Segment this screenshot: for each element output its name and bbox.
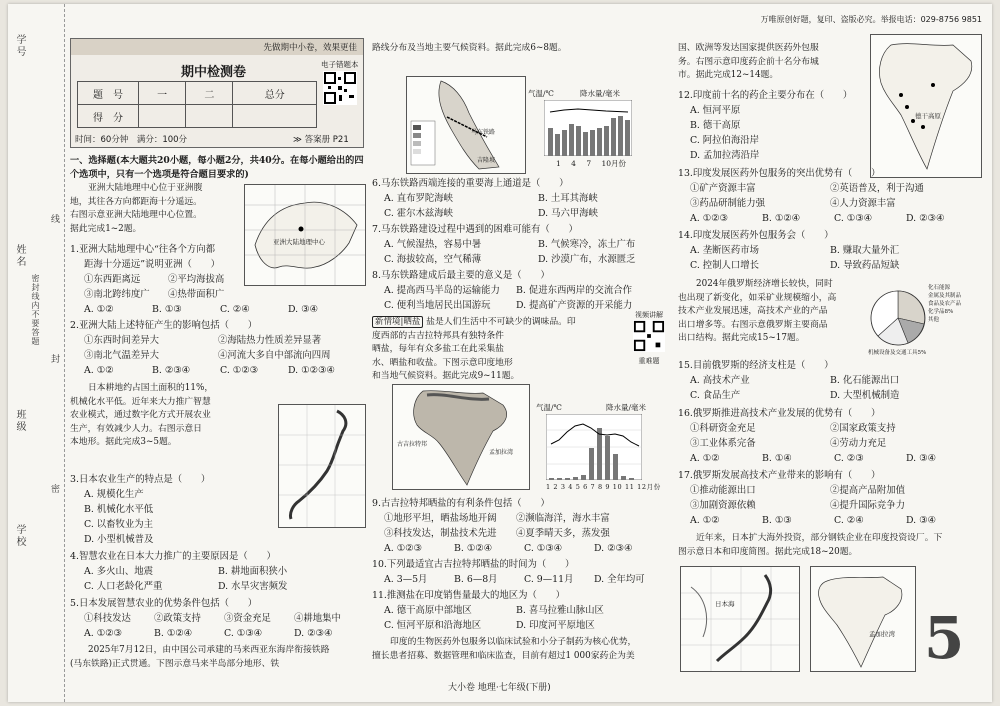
option[interactable]: A. 恒河平原 bbox=[690, 105, 741, 116]
choice[interactable]: D. ②③④ bbox=[906, 213, 945, 224]
question-9: 9.古吉拉特邦晒盐的有利条件包括（ ） bbox=[372, 498, 550, 509]
passage-line: 机械化水平低。近年来大力推广智慧 bbox=[70, 396, 211, 407]
score-cell[interactable] bbox=[233, 105, 317, 128]
sea-label: 日本海 bbox=[715, 600, 735, 608]
choice[interactable]: A. ①②③ bbox=[384, 543, 422, 554]
choice[interactable]: A. ①② bbox=[690, 515, 720, 526]
option[interactable]: A. 规模化生产 bbox=[84, 489, 144, 500]
chart-xticks: 1 4 7 10月份 bbox=[556, 159, 627, 168]
state-label: 古吉拉特邦 bbox=[397, 441, 428, 448]
passage-pharma-cont bbox=[678, 42, 868, 83]
chart-ylabel-right: 降水量/毫米 bbox=[580, 89, 621, 98]
option[interactable]: C. 食品生产 bbox=[690, 390, 741, 401]
choice[interactable]: C. ①③④ bbox=[224, 628, 263, 639]
option[interactable]: ①地形平坦，晒盐场地开阔 bbox=[384, 513, 497, 524]
exam-time: 时间：60分钟 满分：100分 bbox=[75, 135, 188, 145]
copyright-notice: 万唯原创好题，复印、盗版必究。举报电话：029-8756 9851 bbox=[760, 15, 982, 24]
question-13: 13.印度发展医药外包服务的突出优势有（ ） bbox=[678, 168, 881, 179]
passage-line: 地，其往各方向都距海十分遥远。 bbox=[70, 196, 202, 207]
passage-line: 和当地气候资料。据此完成9~11题。 bbox=[372, 371, 520, 382]
option[interactable]: B. 气候寒冷，冻土广布 bbox=[538, 239, 636, 250]
option[interactable]: B. 赚取大量外汇 bbox=[830, 245, 900, 256]
plateau-label: 德干高原 bbox=[915, 112, 941, 120]
question-1: 1.亚洲大陆地理中心“往各个方向都 bbox=[70, 244, 215, 255]
choice[interactable]: A. ①② bbox=[84, 365, 114, 376]
passage-line: 市。据此完成12~14题。 bbox=[678, 70, 779, 81]
option[interactable]: D. 提高矿产资源的开采能力 bbox=[516, 300, 633, 311]
student-id-label-top: 学号 bbox=[14, 34, 25, 58]
asia-center-label: 亚洲大陆地理中心 bbox=[273, 238, 325, 246]
choice[interactable]: D. ②③④ bbox=[594, 543, 633, 554]
name-label: 姓名 bbox=[14, 244, 25, 268]
option[interactable]: A. 提高西马半岛的运输能力 bbox=[384, 285, 500, 296]
choice[interactable]: A. ①② bbox=[84, 304, 114, 315]
header-slogan: 先做期中小卷，效果更佳 bbox=[263, 43, 357, 53]
passage-line: 2025年7月12日，由中国公司承建的马来西亚东海岸衔接铁路 bbox=[88, 645, 330, 655]
choice[interactable]: D. ③④ bbox=[906, 453, 936, 464]
passage-pharma bbox=[372, 636, 672, 663]
option[interactable]: A. 气候湿热，容易中暑 bbox=[384, 239, 482, 250]
question-17: 17.俄罗斯发展高技术产业带来的影响有（ ） bbox=[678, 470, 881, 481]
option[interactable]: ③资金充足 bbox=[224, 613, 271, 624]
option[interactable]: D. 印度河平原地区 bbox=[516, 620, 595, 631]
passage-line: 晒盐，每年有众多盐工在此采集盐 bbox=[372, 344, 504, 355]
question-7: 7.马东铁路建设过程中遇到的困难可能有（ ） bbox=[372, 224, 578, 235]
passage-line: 也出现了新变化，如采矿业规模缩小，高 bbox=[678, 292, 837, 303]
option[interactable]: ③南北跨纬度广 bbox=[84, 289, 150, 300]
pie-label: 食品及农产品 bbox=[928, 301, 962, 307]
railway-label: 马东铁路 bbox=[471, 129, 496, 136]
passage-line: 据此完成1~2题。 bbox=[70, 223, 142, 234]
option[interactable]: ②英语普及，利于沟通 bbox=[830, 183, 924, 194]
option[interactable]: ④夏季晴天多，蒸发强 bbox=[516, 528, 610, 539]
pie-chart bbox=[868, 288, 928, 348]
option[interactable]: D. 小型机械普及 bbox=[84, 534, 154, 545]
passage-line: 图示意日本和印度简图。据此完成18~20题。 bbox=[678, 546, 858, 557]
option[interactable]: A. 多火山、地震 bbox=[84, 566, 153, 577]
option[interactable]: B. 化石能源出口 bbox=[830, 375, 900, 386]
school-label: 学校 bbox=[14, 524, 25, 548]
choice[interactable]: B. ①②④ bbox=[454, 543, 493, 554]
passage-line: 亚洲大陆地理中心位于亚洲腹 bbox=[88, 183, 203, 193]
choice[interactable]: D. ②③④ bbox=[294, 628, 333, 639]
pie-label: 其他 bbox=[928, 317, 940, 323]
page-footer: 大小卷 地理·七年级(下册) bbox=[448, 683, 551, 693]
option[interactable]: ②平均海拔高 bbox=[168, 274, 225, 285]
passage-salt: 新情境|晒盐 盐是人们生活中不可缺少的调味品。印 度西部的古吉拉特邦具有独特条件 晒盐，每年有众多盐工在此采集盐 水、晒盐和收盐。下图示意印度地形 和当地气候资料。据此完成9~11题。 bbox=[372, 316, 624, 384]
chart-ylabel-left: 气温/℃ bbox=[528, 89, 554, 98]
question-10: 10.下列最适宜古吉拉特邦晒盐的时间为（ ） bbox=[372, 559, 575, 570]
choice[interactable]: A. ①②③ bbox=[84, 628, 122, 639]
option[interactable]: C. 海拔较高，空气稀薄 bbox=[384, 254, 482, 265]
question-14: 14.印度发展医药外包服务会（ ） bbox=[678, 230, 834, 241]
option[interactable]: C. 人口老龄化严重 bbox=[84, 581, 163, 592]
option[interactable]: D. 导致药品短缺 bbox=[830, 260, 900, 271]
passage-line: 本地形。据此完成3~5题。 bbox=[70, 437, 177, 448]
passage-line: 右图示意亚洲大陆地理中心位置。 bbox=[70, 210, 202, 221]
option[interactable]: C. 9—11月 bbox=[524, 574, 574, 585]
option[interactable]: ④热带面积广 bbox=[168, 289, 225, 300]
video-qr-label: 视频讲解 bbox=[635, 311, 663, 319]
option[interactable]: ④耕地集中 bbox=[294, 613, 341, 624]
choice[interactable]: B. ①②④ bbox=[154, 628, 193, 639]
passage-line: 日本耕地约占国土面积的11%， bbox=[88, 383, 214, 393]
pie-label: 机械设备及交通工具5% bbox=[868, 350, 927, 356]
option[interactable]: A. 高技术产业 bbox=[690, 375, 750, 386]
qr-code-icon[interactable] bbox=[323, 71, 357, 105]
option[interactable]: C. 以畜牧业为主 bbox=[84, 519, 154, 530]
question-4: 4.智慧农业在日本大力推广的主要原因是（ ） bbox=[70, 551, 276, 562]
option[interactable]: A. 3—5月 bbox=[384, 574, 428, 585]
option[interactable]: ③药品研制能力强 bbox=[690, 198, 766, 209]
passage-line: 印度的生物医药外包服务以临床试验和小分子制药为核心优势， bbox=[390, 637, 637, 647]
option[interactable]: D. 全年均可 bbox=[594, 574, 645, 585]
chart-ylabel-left: 气温/℃ bbox=[536, 403, 562, 412]
seal-char-seal: 封 bbox=[49, 354, 59, 365]
video-qr-sub: 重难题 bbox=[638, 357, 660, 365]
option[interactable]: A. 直布罗陀海峡 bbox=[384, 193, 453, 204]
question-16: 16.俄罗斯推进高技术产业发展的优势有（ ） bbox=[678, 408, 881, 419]
choice[interactable]: A. ①②③ bbox=[690, 213, 728, 224]
india-steel-map bbox=[810, 566, 916, 672]
choice[interactable]: B. ①③ bbox=[762, 515, 792, 526]
malaysia-map bbox=[406, 76, 526, 174]
option[interactable]: ②提高产品附加值 bbox=[830, 485, 906, 496]
passage-line: 出口结构。据此完成15~17题。 bbox=[678, 333, 805, 344]
choice[interactable]: B. ②③④ bbox=[152, 365, 191, 376]
option[interactable]: ①矿产资源丰富 bbox=[690, 183, 756, 194]
binding-margin bbox=[8, 4, 65, 702]
option[interactable]: B. 喜马拉雅山脉山区 bbox=[516, 605, 604, 616]
video-qr[interactable] bbox=[628, 310, 670, 366]
option[interactable]: ②海陆热力性质差异显著 bbox=[218, 335, 322, 346]
option[interactable]: ③科技发达，制盐技术先进 bbox=[384, 528, 497, 539]
chart-xticks: 1 2 3 4 5 6 7 8 9 10 11 12月份 bbox=[546, 483, 661, 491]
option[interactable]: ①东西时间差异大 bbox=[84, 335, 160, 346]
option[interactable]: D. 大型机械制造 bbox=[830, 390, 900, 401]
section-heading: 一、选择题(本大题共20小题，每小题2分，共40分。在每小题给出的四个选项中，只有一个选项是符合题目要求的) bbox=[70, 155, 364, 180]
option[interactable]: ③加剧资源依赖 bbox=[690, 500, 756, 511]
score-table-header: 二 bbox=[186, 82, 233, 105]
india-climate-chart bbox=[536, 403, 661, 494]
passage-asia bbox=[70, 182, 242, 236]
passage-line: 出口增多等。右图示意俄罗斯主要商品 bbox=[678, 319, 828, 330]
india-terrain-map bbox=[392, 384, 530, 490]
passage-line: 农业模式，通过数字化方式开展农业 bbox=[70, 410, 211, 421]
scenario-tag: 新情境|晒盐 bbox=[372, 316, 423, 328]
score-table-header: 一 bbox=[139, 82, 186, 105]
choice[interactable]: D. ③④ bbox=[288, 304, 318, 315]
option[interactable]: B. 促进东西两岸的交流合作 bbox=[516, 285, 632, 296]
option[interactable]: C. 便利当地居民出国游玩 bbox=[384, 300, 491, 311]
bay-label: 孟加拉湾 bbox=[489, 449, 514, 456]
bay-label: 孟加拉湾 bbox=[869, 630, 895, 638]
asia-map bbox=[244, 184, 366, 286]
passage-line: 度西部的古吉拉特邦具有独特条件 bbox=[372, 330, 504, 341]
option[interactable]: C. 霍尔木兹海峡 bbox=[384, 208, 454, 219]
option[interactable]: ②濒临海洋，海水丰富 bbox=[516, 513, 610, 524]
option[interactable]: ①东西距离远 bbox=[84, 274, 141, 285]
score-table-header: 总分 bbox=[233, 82, 317, 105]
choice[interactable]: C. ②④ bbox=[220, 304, 250, 315]
question-1-stem: 距海十分遥远”说明亚洲（ ） bbox=[84, 259, 221, 270]
question-11: 11.推测盐在印度销售量最大的地区为（ ） bbox=[372, 590, 566, 601]
passage-railway-cont: 路线分布及当地主要气候资料。据此完成6~8题。 bbox=[372, 43, 567, 53]
score-label: 得 分 bbox=[78, 105, 139, 128]
chart-ylabel-right: 降水量/毫米 bbox=[606, 403, 647, 412]
option[interactable]: D. 马六甲海峡 bbox=[538, 208, 599, 219]
choice[interactable]: B. ①②④ bbox=[762, 213, 801, 224]
choice[interactable]: C. ①③④ bbox=[834, 213, 873, 224]
question-3: 3.日本农业生产的特点是（ ） bbox=[70, 474, 211, 485]
passage-line: 水、晒盐和收盐。下图示意印度地形 bbox=[372, 357, 513, 368]
score-cell[interactable] bbox=[139, 105, 186, 128]
option[interactable]: B. 耕地面积狭小 bbox=[218, 566, 288, 577]
exam-header bbox=[70, 38, 364, 148]
qr-code-icon[interactable] bbox=[633, 320, 665, 352]
option[interactable]: ②国家政策支持 bbox=[830, 423, 896, 434]
option[interactable]: D. 水旱灾害频发 bbox=[218, 581, 288, 592]
option[interactable]: ④劳动力充足 bbox=[830, 438, 887, 449]
passage-line: 2024年俄罗斯经济增长较快，同时 bbox=[696, 279, 833, 289]
passage-line: (马东铁路)正式贯通。下图示意马来半岛部分地形、铁 bbox=[70, 658, 280, 669]
option[interactable]: B. 6—8月 bbox=[454, 574, 498, 585]
passage-line: 生产，有效减少人力。右图示意日 bbox=[70, 423, 202, 434]
option[interactable]: A. 垄断医药市场 bbox=[690, 245, 759, 256]
japan-steel-map bbox=[680, 566, 800, 672]
score-table-header: 题 号 bbox=[78, 82, 139, 105]
option[interactable]: ①科技发达 bbox=[84, 613, 131, 624]
malaysia-climate-chart bbox=[528, 89, 648, 168]
option[interactable]: ④河流大多自中部流向四周 bbox=[218, 350, 331, 361]
option[interactable]: ③工业体系完备 bbox=[690, 438, 756, 449]
choice[interactable]: D. ①②③④ bbox=[288, 365, 335, 376]
answer-reference[interactable]: ≫ 答案册 P21 bbox=[293, 135, 349, 145]
exam-title: 期中检测卷 bbox=[181, 65, 247, 80]
passage-line: 务。右图示意印度药企前十名分布城 bbox=[678, 56, 819, 67]
score-cell[interactable] bbox=[186, 105, 233, 128]
japan-map bbox=[278, 404, 366, 528]
question-6: 6.马东铁路西端连接的重要海上通道是（ ） bbox=[372, 178, 569, 189]
question-8: 8.马东铁路建成后最主要的意义是（ ） bbox=[372, 270, 550, 281]
option[interactable]: B. 德干高原 bbox=[690, 120, 741, 131]
seal-char-secret: 密 bbox=[49, 484, 59, 495]
passage-line: 国、欧洲等发达国家提供医药外包服 bbox=[678, 43, 819, 53]
option[interactable]: C. 阿拉伯海沿岸 bbox=[690, 135, 760, 146]
option[interactable]: D. 孟加拉湾沿岸 bbox=[690, 150, 760, 161]
option[interactable]: ④人力资源丰富 bbox=[830, 198, 896, 209]
choice[interactable]: C. ②③ bbox=[834, 453, 864, 464]
page-section-number: 5 bbox=[924, 604, 965, 672]
question-2: 2.亚洲大陆上述特征产生的影响包括（ ） bbox=[70, 320, 258, 331]
option[interactable]: B. 土耳其海峡 bbox=[538, 193, 598, 204]
passage-railway bbox=[70, 644, 370, 671]
option[interactable]: A. 德干高原中部地区 bbox=[384, 605, 472, 616]
city-label: 吉隆坡 bbox=[477, 157, 496, 164]
score-table bbox=[77, 81, 317, 128]
pie-label: 化学品8% bbox=[928, 309, 954, 315]
option[interactable]: B. 机械化水平低 bbox=[84, 504, 154, 515]
option[interactable]: ②政策支持 bbox=[154, 613, 201, 624]
question-15: 15.目前俄罗斯的经济支柱是（ ） bbox=[678, 360, 834, 371]
seal-note: 密封线内不要答题 bbox=[31, 274, 40, 346]
class-label: 班级 bbox=[14, 409, 25, 433]
india-pharma-map bbox=[870, 34, 982, 178]
passage-japan bbox=[70, 382, 280, 450]
option[interactable]: C. 控制人口增长 bbox=[690, 260, 760, 271]
choice[interactable]: B. ①④ bbox=[762, 453, 792, 464]
passage-steel bbox=[678, 532, 982, 559]
choice[interactable]: D. ③④ bbox=[906, 515, 936, 526]
choice[interactable]: B. ①③ bbox=[152, 304, 182, 315]
choice[interactable]: C. ①③④ bbox=[524, 543, 563, 554]
choice[interactable]: C. ①②③ bbox=[220, 365, 259, 376]
exam-page bbox=[8, 4, 992, 702]
passage-russia bbox=[678, 278, 868, 346]
qr-label: 电子错题本 bbox=[321, 60, 359, 69]
pie-label: 化石能源 bbox=[928, 285, 951, 291]
option[interactable]: C. 恒河平原和沿海地区 bbox=[384, 620, 482, 631]
pie-label: 金属及其制品 bbox=[928, 293, 962, 299]
passage-line: 近年来，日本扩大海外投资，部分钢铁企业在印度投资设厂。下 bbox=[696, 533, 943, 543]
question-12: 12.印度前十名的药企主要分布在（ ） bbox=[678, 90, 853, 101]
option[interactable]: ③南北气温差异大 bbox=[84, 350, 160, 361]
option[interactable]: ④提升国际竞争力 bbox=[830, 500, 906, 511]
seal-char-line: 线 bbox=[49, 214, 59, 225]
passage-line: 擅长患者招募、数据管理和临床监查，目前有超过1 000家药企为美 bbox=[372, 650, 635, 661]
option[interactable]: ①推动能源出口 bbox=[690, 485, 756, 496]
pie-legend bbox=[928, 284, 961, 324]
russia-export-pie bbox=[866, 278, 982, 358]
question-5: 5.日本发展智慧农业的优势条件包括（ ） bbox=[70, 598, 258, 609]
passage-line: 技术产业发展迅速，高技术产业的产品 bbox=[678, 306, 828, 317]
option[interactable]: ①科研资金充足 bbox=[690, 423, 756, 434]
choice[interactable]: A. ①② bbox=[690, 453, 720, 464]
choice[interactable]: C. ②④ bbox=[834, 515, 864, 526]
option[interactable]: D. 沙漠广布，水源匮乏 bbox=[538, 254, 636, 265]
